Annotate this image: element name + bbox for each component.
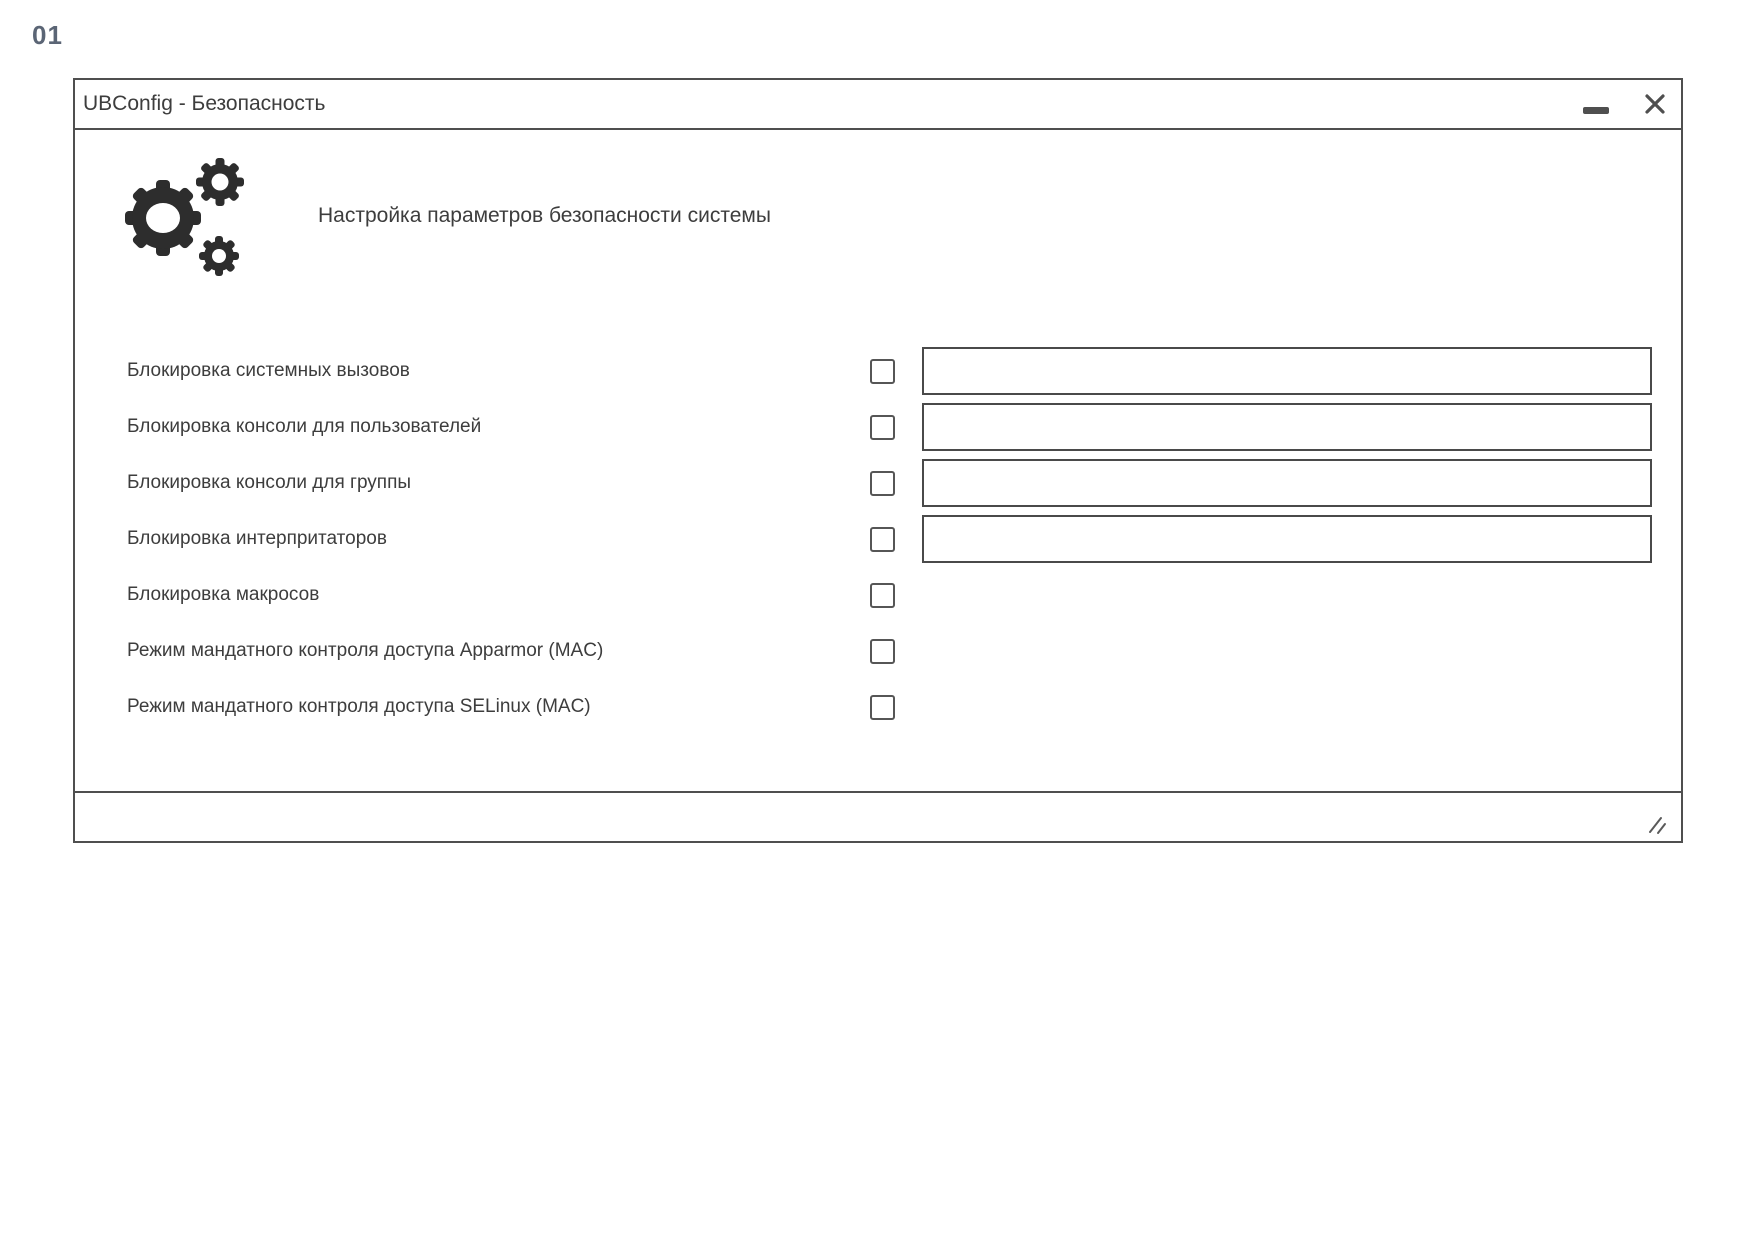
setting-label: Блокировка макросов xyxy=(127,584,320,605)
form-row-selinux xyxy=(127,679,1652,735)
setting-checkbox[interactable] xyxy=(870,695,895,720)
close-icon[interactable] xyxy=(1643,92,1667,116)
window-title: UBConfig - Безопасность xyxy=(83,92,326,115)
setting-label: Режим мандатного контроля доступа SELinux (MAC) xyxy=(127,696,591,717)
window xyxy=(73,78,1683,843)
setting-checkbox[interactable] xyxy=(870,527,895,552)
field-cell xyxy=(895,515,1652,563)
setting-label: Блокировка консоли для группы xyxy=(127,472,412,493)
setting-label: Блокировка интерпритаторов xyxy=(127,528,387,549)
field-cell xyxy=(895,459,1652,507)
header-group xyxy=(113,146,771,286)
setting-text-input[interactable] xyxy=(922,403,1652,451)
form-row-macros xyxy=(127,567,1652,623)
form-row-console-group xyxy=(127,455,1652,511)
field-cell xyxy=(895,403,1652,451)
setting-checkbox[interactable] xyxy=(870,639,895,664)
setting-label: Блокировка системных вызовов xyxy=(127,360,410,381)
setting-checkbox[interactable] xyxy=(870,583,895,608)
field-cell xyxy=(895,627,1652,675)
slide-number: 01 xyxy=(32,20,63,50)
status-bar xyxy=(75,791,1681,841)
setting-checkbox[interactable] xyxy=(870,359,895,384)
setting-label: Блокировка консоли для пользователей xyxy=(127,416,482,437)
field-cell xyxy=(895,571,1652,619)
form-row-interpreters xyxy=(127,511,1652,567)
close-x-glyph xyxy=(1644,93,1666,115)
setting-text-input[interactable] xyxy=(922,515,1652,563)
page-heading: Настройка параметров безопасности системы xyxy=(318,204,771,227)
resize-grip-icon[interactable] xyxy=(1647,815,1669,835)
window-content xyxy=(75,130,1681,791)
form-row-syscalls xyxy=(127,343,1652,399)
setting-text-input[interactable] xyxy=(922,459,1652,507)
form-row-apparmor xyxy=(127,623,1652,679)
settings-form xyxy=(75,343,1681,735)
setting-text-input[interactable] xyxy=(922,347,1652,395)
setting-checkbox[interactable] xyxy=(870,415,895,440)
form-row-console-users xyxy=(127,399,1652,455)
minimize-icon[interactable] xyxy=(1583,107,1609,114)
field-cell xyxy=(895,683,1652,731)
window-titlebar xyxy=(75,80,1681,130)
setting-checkbox[interactable] xyxy=(870,471,895,496)
field-cell xyxy=(895,347,1652,395)
setting-label: Режим мандатного контроля доступа Apparmor (MAC) xyxy=(127,640,604,661)
gears-icon xyxy=(113,146,263,286)
